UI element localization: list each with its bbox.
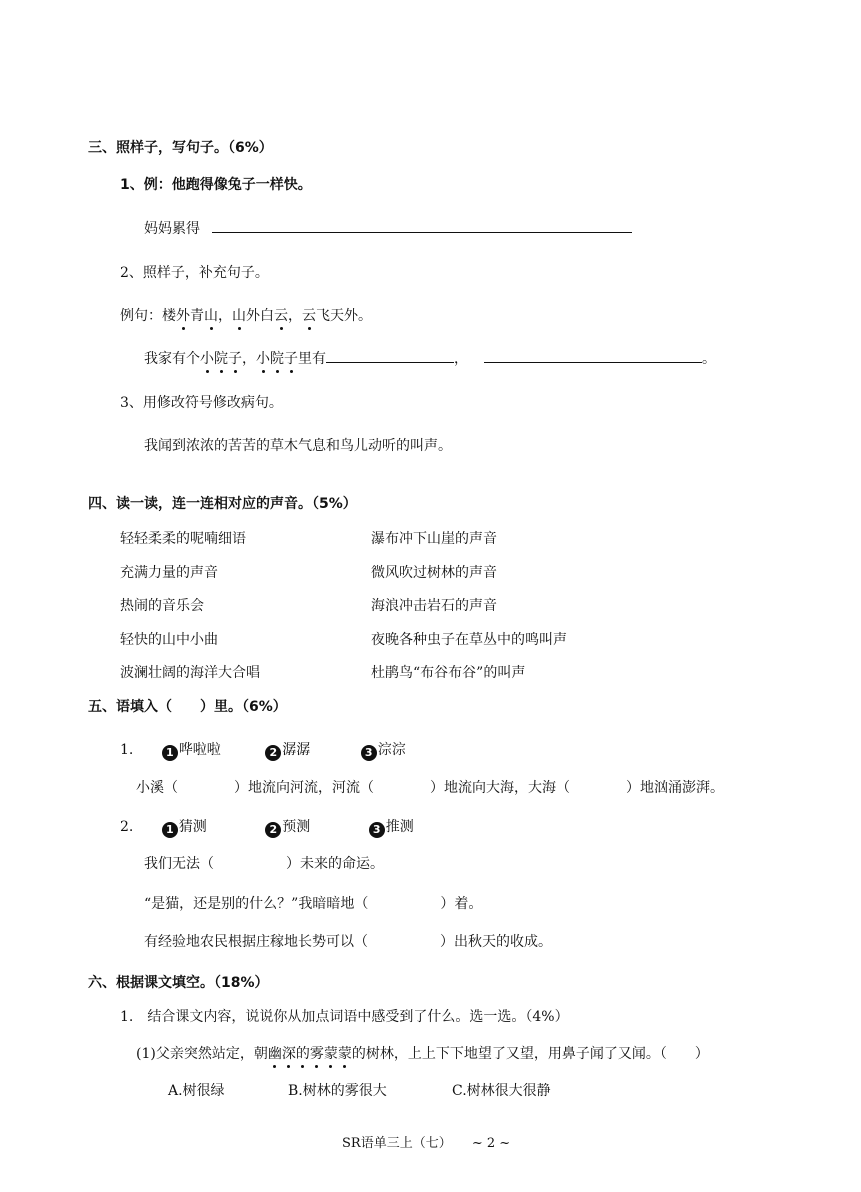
option-text: 淙淙 (377, 742, 406, 758)
q5-2-number: 2. (120, 819, 134, 835)
q2-blank-2[interactable] (484, 348, 702, 363)
char: 蒙 (324, 1043, 338, 1063)
dotted-phrase (268, 1046, 352, 1062)
q6-1-1 (136, 1043, 709, 1063)
circled-number-icon: 1 (162, 745, 178, 761)
section-3-heading: 三、照样子，写句子。（6%） (88, 140, 273, 156)
char: 外 (246, 308, 260, 324)
q3-label: 3、用修改符号修改病句。 (120, 395, 283, 411)
circled-number-icon: 2 (265, 822, 281, 838)
char: 蒙 (338, 1043, 352, 1063)
text: 的树林，上上下下地望了又望，用鼻子闻了又闻。（ ） (351, 1046, 709, 1062)
char: 的 (296, 1043, 310, 1063)
char: 小 (200, 348, 214, 368)
char: ， (288, 308, 302, 324)
char: 家 (158, 351, 172, 367)
q2-example-prefix: 例句： (120, 308, 162, 324)
char: 个 (186, 351, 200, 367)
option-2 (265, 816, 310, 838)
option-text: 推测 (385, 819, 414, 835)
text: ）着。 (440, 896, 483, 912)
char: 子 (228, 348, 242, 368)
char: 有 (312, 351, 326, 367)
char: 云 (274, 305, 288, 325)
char: 天 (330, 308, 344, 324)
char: ， (218, 308, 232, 324)
option-1 (162, 816, 207, 838)
text: “是猫，还是别的什么？”我暗暗地（ (144, 896, 369, 912)
char: 院 (214, 348, 228, 368)
q2-blank-1[interactable] (326, 348, 454, 363)
char: 幽 (268, 1043, 282, 1063)
char: 飞 (316, 308, 330, 324)
char: 雾 (310, 1043, 324, 1063)
char: 山 (204, 305, 218, 325)
q1-answer-blank[interactable] (212, 218, 632, 233)
char: 云 (302, 305, 316, 325)
char: 外 (176, 305, 190, 325)
match-right-5[interactable]: 杜鹃鸟“布谷布谷”的叫声 (371, 665, 526, 681)
text: (1)父亲突然站定，朝 (136, 1046, 268, 1062)
char: 里 (298, 351, 312, 367)
char: 楼 (162, 308, 176, 324)
match-left-2[interactable]: 充满力量的声音 (120, 565, 218, 581)
option-text: 哗啦啦 (178, 742, 221, 758)
text: 有经验地农民根据庄稼地长势可以（ (144, 934, 368, 950)
choice-a[interactable]: A.树很绿 (168, 1083, 225, 1099)
choice-c[interactable]: C.树林很大很静 (452, 1083, 551, 1099)
q6-1: 1. 结合课文内容，说说你从加点词语中感受到了什么。选一选。（4%） (120, 1009, 569, 1025)
q2-task (144, 348, 716, 368)
char: 深 (282, 1043, 296, 1063)
q5-2-options (120, 816, 414, 838)
q1-prompt-line (144, 218, 632, 238)
option-3 (361, 739, 406, 761)
section-6-heading: 六、根据课文填空。（18%） (88, 975, 269, 991)
char: 子 (284, 348, 298, 368)
char: 小 (256, 348, 270, 368)
circled-number-icon: 3 (361, 745, 377, 761)
option-text: 潺潺 (282, 742, 311, 758)
footer (342, 1132, 510, 1151)
section-4-heading: 四、读一读，连一连相对应的声音。（5%） (88, 496, 357, 512)
match-left-3[interactable]: 热闹的音乐会 (120, 598, 204, 614)
q5-1-sentence (136, 777, 724, 797)
char: 青 (190, 308, 204, 324)
q1-prompt: 妈妈累得 (144, 221, 200, 237)
char: 院 (270, 348, 284, 368)
match-right-3[interactable]: 海浪冲击岩石的声音 (371, 598, 497, 614)
match-right-2[interactable]: 微风吹过树林的声音 (371, 565, 497, 581)
match-left-1[interactable]: 轻轻柔柔的呢喃细语 (120, 531, 246, 547)
footer-title: SR语单三上（七） (342, 1136, 452, 1151)
circled-number-icon: 3 (369, 822, 385, 838)
option-text: 预测 (282, 819, 311, 835)
q5-1-options (120, 739, 406, 761)
page-number: ~ 2 ~ (471, 1136, 511, 1151)
text: ）出秋天的收成。 (440, 934, 552, 950)
match-right-4[interactable]: 夜晚各种虫子在草丛中的鸣叫声 (371, 632, 567, 648)
text: 我们无法（ (144, 856, 214, 872)
circled-number-icon: 1 (162, 822, 178, 838)
char: 我 (144, 351, 158, 367)
text: ）地流向河流，河流（ (234, 780, 374, 796)
q2-label: 2、照样子，补充句子。 (120, 265, 269, 281)
char: 山 (232, 305, 246, 325)
char: 外 (344, 308, 358, 324)
q2-example (120, 305, 372, 325)
char: ， (242, 351, 256, 367)
char: 白 (260, 308, 274, 324)
option-1 (162, 739, 221, 761)
q2-task-sentence (144, 351, 326, 367)
match-left-5[interactable]: 波澜壮阔的海洋大合唱 (120, 665, 260, 681)
option-text: 猜测 (178, 819, 207, 835)
q2-task-end: 。 (702, 351, 716, 367)
option-3 (369, 816, 414, 838)
char: 有 (172, 351, 186, 367)
section-5-heading: 五、语填入（ ）里。（6%） (88, 699, 287, 715)
q5-2-sentence-b (144, 893, 482, 913)
q5-2-sentence-c (144, 931, 552, 951)
q5-2-sentence-a (144, 853, 384, 873)
q5-1-number: 1. (120, 742, 134, 758)
text: ）未来的命运。 (286, 856, 384, 872)
q1-example: 1、例：他跑得像兔子一样快。 (120, 177, 312, 193)
q2-example-sentence (162, 308, 372, 324)
text: 小溪（ (136, 780, 178, 796)
q2-task-comma: ， (454, 351, 468, 367)
match-right-1[interactable]: 瀑布冲下山崖的声音 (371, 531, 497, 547)
text: ）地汹涌澎湃。 (626, 780, 724, 796)
q3-sentence: 我闻到浓浓的苦苦的草木气息和鸟儿动听的叫声。 (144, 438, 452, 454)
text: ）地流向大海，大海（ (430, 780, 570, 796)
choice-b[interactable]: B.树林的雾很大 (288, 1083, 387, 1099)
option-2 (265, 739, 310, 761)
circled-number-icon: 2 (265, 745, 281, 761)
char: 。 (358, 308, 372, 324)
match-left-4[interactable]: 轻快的山中小曲 (120, 632, 218, 648)
